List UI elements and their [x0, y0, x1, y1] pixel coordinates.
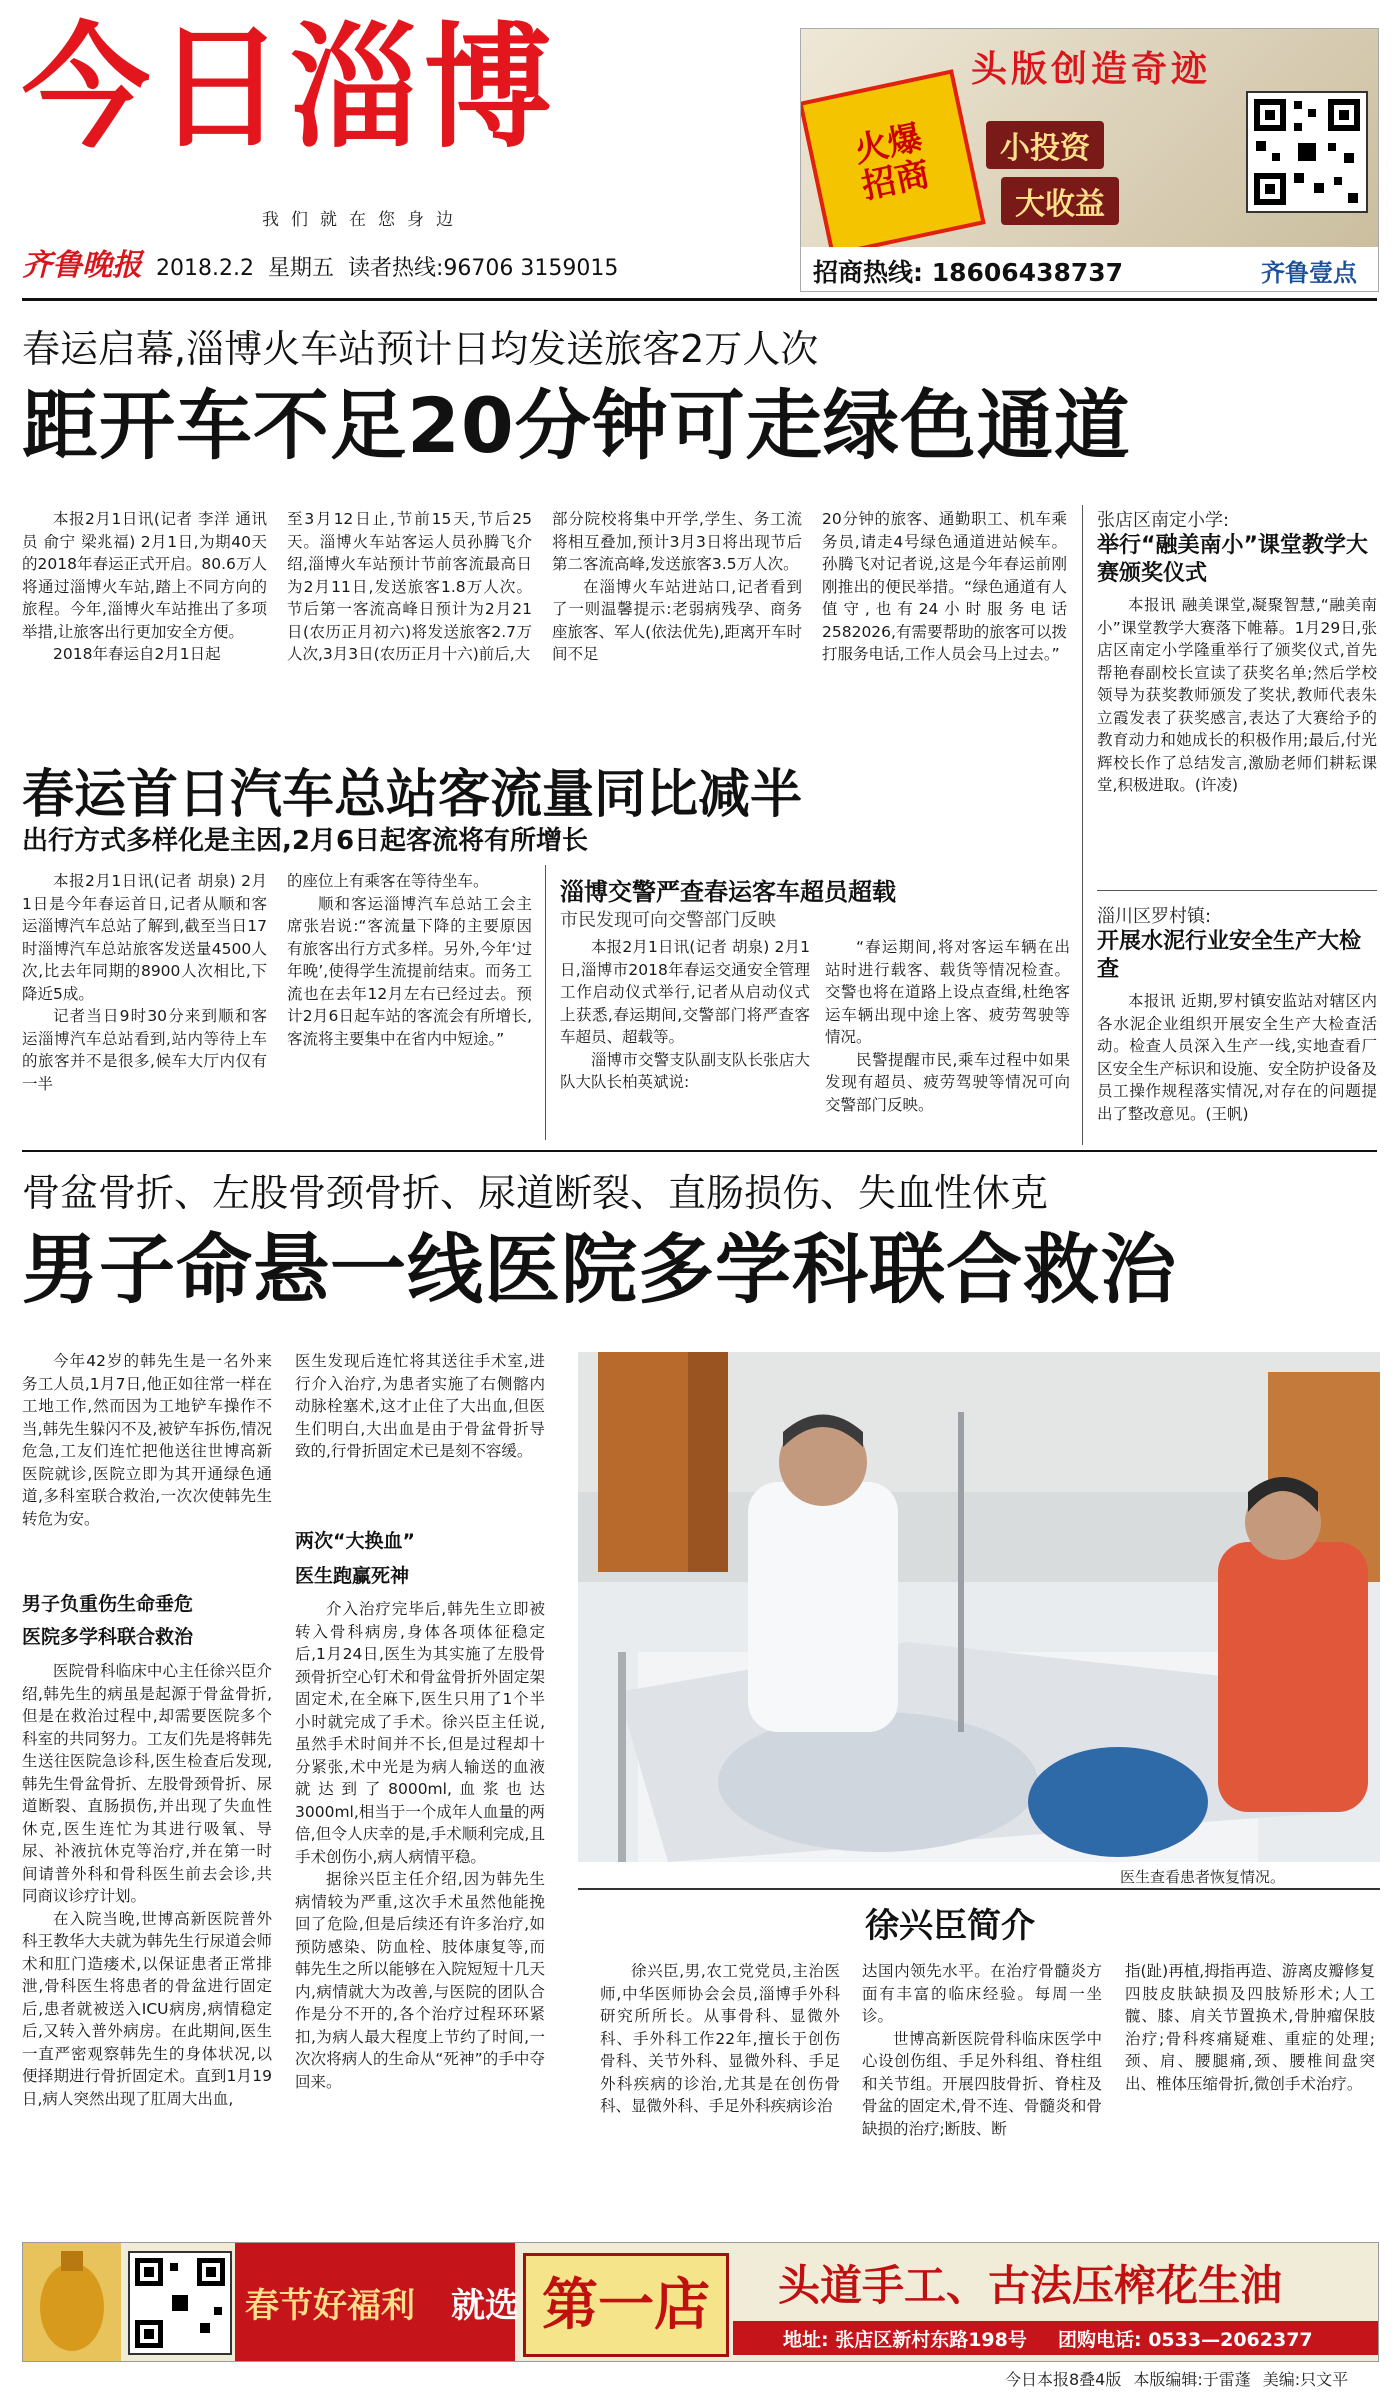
story2-headline: 春运首日汽车总站客流量同比减半 [22, 765, 803, 825]
ad-logo: 齐鲁壹点 [1261, 259, 1357, 287]
story1-headline: 距开车不足20分钟可走绿色通道 [22, 381, 1131, 470]
profile-col-3: 指(趾)再植,拇指再造、游离皮瓣修复四肢皮肤缺损及四肢矫形术;人工髋、膝、肩关节置换术,骨肿瘤保肢治疗;骨科疼痛疑难、重症的处理;颈、肩、腰腿痛,颈、腰椎间盘突出、椎体压缩骨折,微创手术治疗。 [1125, 1962, 1375, 2093]
ad-product-image [23, 2243, 121, 2361]
story1-col-3: 部分院校将集中开学,学生、务工流将相互叠加,预计3月3日将出现节后第二客流高峰,发送旅客3.5万人次。 在淄博火车站进站口,记者看到了一则温馨提示:老弱病残孕、商务座旅客、军人(依法优先),距离开车时间不足 [552, 510, 802, 663]
ad-promo-2: 就选 [451, 2286, 519, 2326]
brand-logo: 齐鲁晚报 [22, 248, 142, 283]
masthead-title: 今日淄博 [22, 10, 559, 167]
side1-title: 举行“融美南小”课堂教学大赛颁奖仪式 [1097, 533, 1368, 586]
ad-promo-1: 春节好福利 [245, 2286, 415, 2326]
masthead-tagline: 我们就在您身边 [262, 210, 465, 230]
section-rule [22, 1150, 1377, 1152]
story4-subhead-1b: 医院多学科联合救治 [22, 1626, 194, 1648]
ad-badge: 火爆招商 [800, 69, 986, 256]
story4-col-2b: 介入治疗完毕后,韩先生立即被转入骨科病房,身体各项体征稳定后,1月24日,医生为其实施了左股骨颈骨折空心钉术和骨盆骨折外固定架固定术,在全麻下,医生只用了1个半小时就完成了手术。徐兴臣主任说,虽然手术时间并不长,但是过程却十分紧张,术中光是为病人输送的血液就达到了8000ml,血浆也达3000ml,相当于一个成年人血量的两倍,但令人庆幸的是,手术顺利完成,且手术创伤小,病人病情平稳。 据徐兴臣主任介绍,因为韩先生病情较为严重,这次手术虽然他能挽回了危险,但是后续还有许多治疗,如预防感染、防血栓、肢体康复等,而韩先生之所以能够在入院短短十几天内,病情就大为改善,与医院的团队合作是分不开的,各个治疗过程环环紧扣,为病人最大程度上节约了时间,一次次将病人的生命从“死神”的手中夺回来。 [295, 1600, 545, 2091]
story4-col-1b: 医院骨科临床中心主任徐兴臣介绍,韩先生的病虽是起源于骨盆骨折,但是在救治过程中,却需要医院多个科室的共同努力。工友们先是将韩先生送往医院急诊科,医生检查后发现,韩先生骨盆骨折、左股骨颈骨折、尿道断裂、直肠损伤,并出现了失血性休克,医生连忙为其进行吸氧、导尿、补液抗休克等治疗,并在第一时间请普外科和骨科医生前去会诊,共同商议诊疗计划。 在入院当晚,世博高新医院普外科王教华大夫就为韩先生行尿道会师术和肛门造瘘术,以保证患者正常排泄,骨科医生将患者的骨盆进行固定后,患者就被送入ICU病房,病情稳定后,又转入普外病房。在此期间,医生一直严密观察韩先生的身体状况,以便择期进行骨折固定术。直到1月19日,病人突然出现了肛周大出血, [22, 1662, 272, 2108]
ad-phone: 招商热线: 18606438737 [813, 258, 1124, 287]
ad-line-1: 小投资 [986, 121, 1104, 169]
story2-col-2: 的座位上有乘客在等待坐车。 顺和客运淄博汽车总站工会主席张岩说:“客流量下降的主要原因有旅客出行方式多样。另外,今年‘过年晚’,使得学生流提前结束。而务工流也在去年12月左右已经过去。预计2月6日起车站的客流会有所增长,客流将主要集中在省内中短途。” [287, 872, 532, 1048]
ad-shop-name: 第一店 [523, 2253, 729, 2357]
column-divider [545, 865, 546, 1140]
story4-kicker: 骨盆骨折、左股骨颈骨折、尿道断裂、直肠损伤、失血性休克 [22, 1171, 1049, 1215]
masthead-rule [22, 298, 1377, 301]
issue-weekday: 星期五 [267, 256, 334, 281]
story4-subhead-2: 两次“大换血” [295, 1530, 415, 1552]
footer-info: 今日本报8叠4版 [1005, 2370, 1122, 2389]
story2-col-1: 本报2月1日讯(记者 胡泉) 2月1日是今年春运首日,记者从顺和客运淄博汽车总站了解到,截至当日17时淄博汽车总站旅客发送量4500人次,比去年同期的8900人次相比,下降近5成。 记者当日9时30分来到顺和客运淄博汽车总站看到,站内等待上车的旅客并不是很多,候车大厅内仅有一半 [22, 872, 267, 1093]
side2-title: 开展水泥行业安全生产大检查 [1097, 929, 1362, 982]
ad-slogan: 头道手工、古法压榨花生油 [778, 2261, 1283, 2310]
profile-col-2: 达国内领先水平。在治疗骨髓炎方面有丰富的临床经验。每周一坐诊。 世博高新医院骨科临床医学中心设创伤组、手足外科组、脊柱组和关节组。开展四肢骨折、脊柱及骨盆的固定术,骨不连、骨髓炎和骨缺损的治疗;断肢、断 [862, 1962, 1102, 2138]
side1-place: 张店区南定小学: [1097, 510, 1230, 531]
story1-col-4: 20分钟的旅客、通勤职工、机车乘务员,请走4号绿色通道进站候车。孙腾飞对记者说,这是今年春运前刚刚推出的便民举措。“绿色通道有人值守,也有24小时服务电话2582026,有需要帮助的旅客可以拨打服务电话,工作人员会马上过去。” [822, 510, 1067, 663]
masthead-infobar [22, 240, 618, 284]
column-divider [1082, 505, 1083, 1145]
footer-editor: 本版编辑:于雷蓬 [1133, 2370, 1251, 2389]
side2-place: 淄川区罗村镇: [1097, 906, 1212, 927]
story4-headline: 男子命悬一线医院多学科联合救治 [22, 1225, 1177, 1314]
story4-col-2a: 医生发现后连忙将其送往手术室,进行介入治疗,为患者实施了右侧髂内动脉栓塞术,这才止住了大出血,但医生们明白,大出血是由于骨盆骨折导致的,行骨折固定术已是刻不容缓。 [295, 1352, 545, 1460]
side2-body: 本报讯 近期,罗村镇安监站对辖区内各水泥企业组织开展安全生产大检查活动。检查人员深入生产一线,实地查看厂区安全生产标识和设施、安全防护设备及员工操作规程落实情况,对存在的问题提出了整改意见。(王帆) [1097, 992, 1377, 1123]
story1-col-1: 本报2月1日讯(记者 李洋 通讯员 俞宁 梁兆福) 2月1日,为期40天的2018年春运正式开启。80.6万人将通过淄博火车站,踏上不同方向的旅程。今年,淄博火车站推出了多项举措,让旅客出行更加安全方便。 2018年春运自2月1日起 [22, 510, 267, 663]
story3-headline: 淄博交警严查春运客车超员超载 [560, 878, 896, 906]
footer-designer: 美编:只文平 [1262, 2370, 1349, 2389]
story3-subhead: 市民发现可向交警部门反映 [560, 910, 776, 931]
story3-col-2: “春运期间,将对客运车辆在出站时进行载客、载货等情况检查。交警也将在道路上设点查缉,杜绝客运车辆出现中途上客、疲劳驾驶等情况。 民警提醒市民,乘车过程中如果发现有超员、疲劳驾驶等情况可向交警部门反映。 [825, 938, 1070, 1114]
story3-col-1: 本报2月1日讯(记者 胡泉) 2月1日,淄博市2018年春运交通安全管理工作启动仪式举行,记者从启动仪式上获悉,春运期间,交警部门将严查客车超员、超载等。 淄博市交警支队副支队长张店大队大队长柏英斌说: [560, 938, 810, 1091]
bottom-advertisement [22, 2242, 1379, 2362]
ad-line-2: 大收益 [1001, 177, 1119, 225]
profile-col-1: 徐兴臣,男,农工党党员,主治医师,中华医师协会会员,淄博手外科研究所所长。从事骨科、显微外科、手外科工作22年,擅长于创伤骨科、关节外科、显微外科、手足外科疾病的诊治,尤其是在创伤骨科、显微外科、手足外科疾病诊治 [600, 1962, 840, 2115]
ad-qr-code-2 [128, 2251, 232, 2355]
issue-date: 2018.2.2 [156, 256, 254, 281]
side-divider [1097, 890, 1377, 891]
story4-subhead-2b: 医生跑赢死神 [295, 1565, 410, 1587]
side1-body: 本报讯 融美课堂,凝聚智慧,“融美南小”课堂教学大赛落下帷幕。1月29日,张店区南定小学隆重举行了颁奖仪式,首先帮艳春副校长宣读了获奖名单;然后学校领导为获奖教师颁发了奖状,教师代表朱立霞发表了获奖感言,表达了大赛给予的教育动力和她成长的积极作用;最后,付光辉校长作了总结发言,激励老师们耕耘课堂,积极进取。(许凌) [1097, 596, 1377, 794]
news-photo [578, 1352, 1380, 1862]
reader-hotline: 读者热线:96706 3159015 [347, 256, 619, 281]
top-advertisement [800, 28, 1379, 292]
profile-title: 徐兴臣简介 [865, 1906, 1035, 1946]
story2-subhead: 出行方式多样化是主因,2月6日起客流将有所增长 [22, 826, 589, 856]
ad-phone-2: 团购电话: 0533—2062377 [1058, 2329, 1313, 2351]
photo-caption: 医生查看患者恢复情况。 [1120, 1868, 1286, 1886]
page-footer [1005, 2367, 1348, 2390]
ad-headline: 头版创造奇迹 [971, 48, 1212, 90]
story1-kicker: 春运启幕,淄博火车站预计日均发送旅客2万人次 [22, 327, 819, 371]
story4-col-1a: 今年42岁的韩先生是一名外来务工人员,1月7日,他正如往常一样在工地工作,然而因为工地铲车操作不当,韩先生躲闪不及,被铲车拆伤,情况危急,工友们连忙把他送往世博高新医院就诊,医院立即为其开通绿色通道,多科室联合救治,一次次使韩先生转危为安。 [22, 1352, 272, 1528]
story1-col-2: 至3月12日止,节前15天,节后25天。淄博火车站客运人员孙腾飞介绍,淄博火车站预计节前客流最高日为2月11日,发送旅客1.8万人次。节后第一客流高峰日预计为2月21日(农历正月初六)将发送旅客2.7万人次,3月3日(农历正月十六)前后,大 [287, 510, 532, 663]
ad-address: 地址: 张店区新村东路198号 [783, 2329, 1027, 2351]
story4-subhead-1: 男子负重伤生命垂危 [22, 1593, 194, 1615]
ad-qr-code [1246, 91, 1368, 213]
